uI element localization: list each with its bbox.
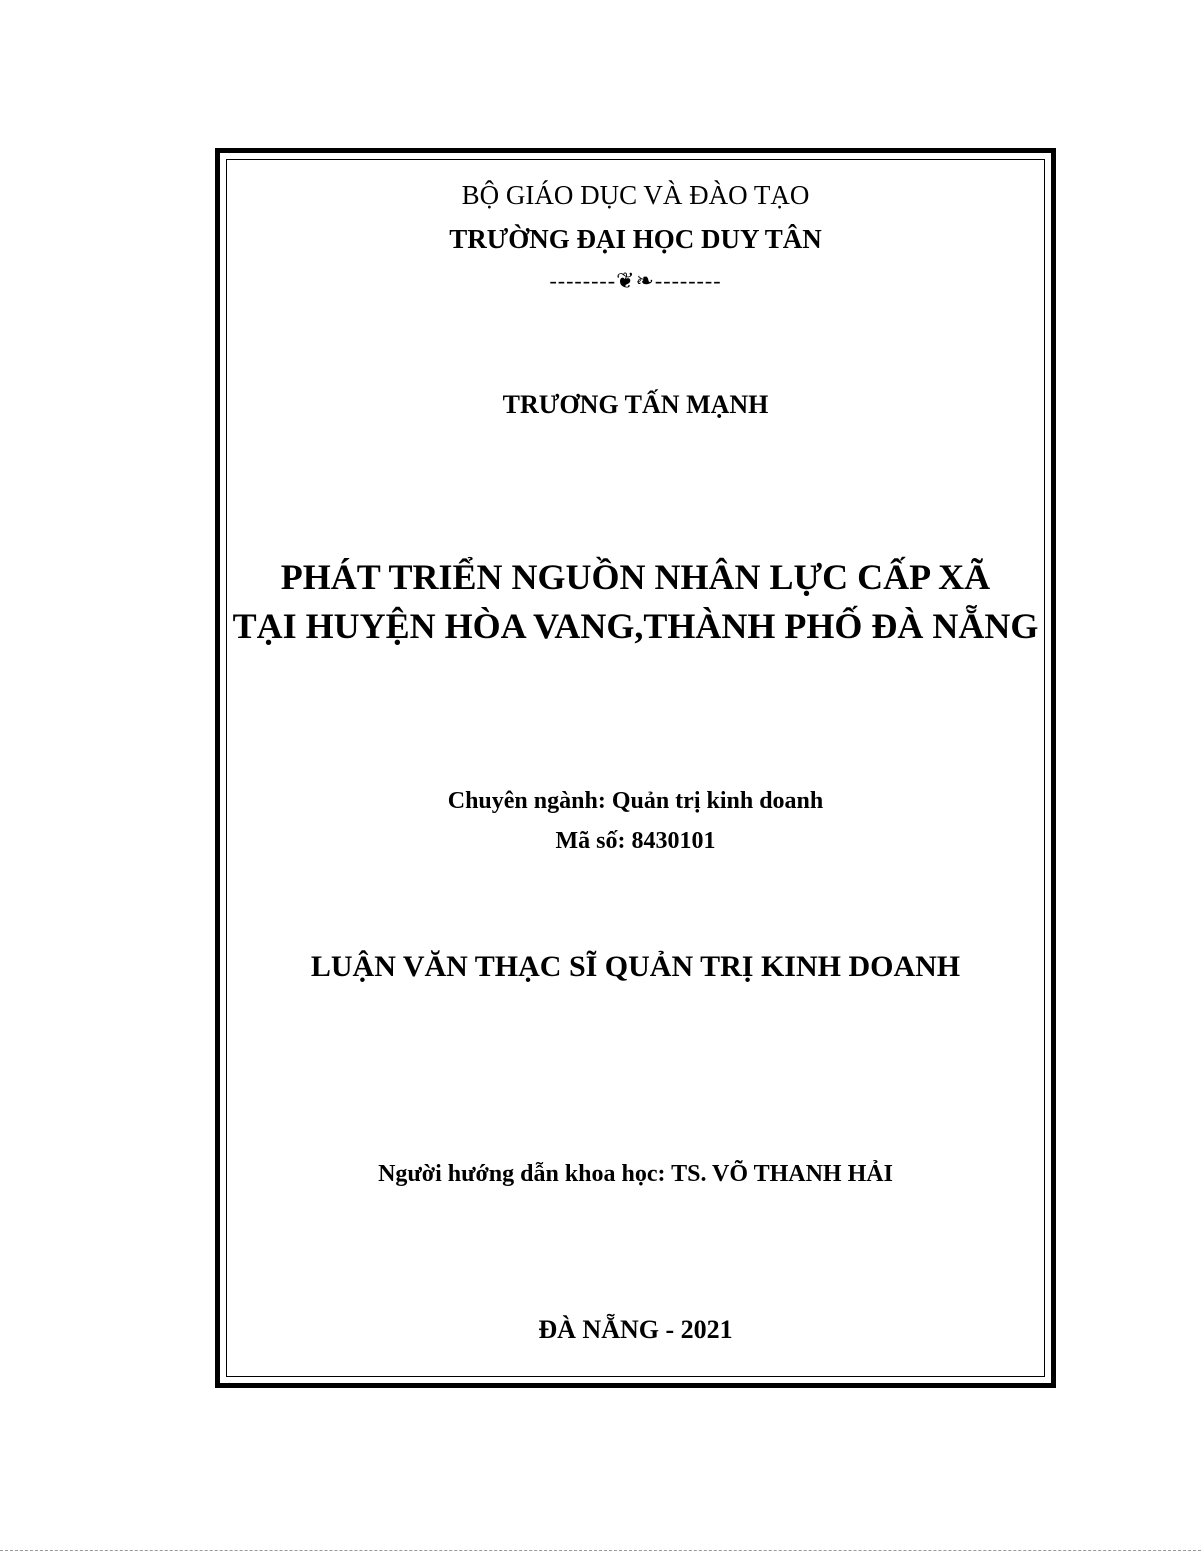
major-label: Chuyên ngành: Quản trị kinh doanh [447,788,824,814]
program-code: Mã số: 8430101 [555,828,716,854]
page-edge-rule [0,1550,1201,1552]
ministry-name: BỘ GIÁO DỤC VÀ ĐÀO TẠO [461,180,810,210]
ornament-divider: --------❦❧-------- [549,268,722,293]
place-and-year: ĐÀ NẴNG - 2021 [538,1315,733,1344]
thesis-title-line-2: TẠI HUYỆN HÒA VANG,THÀNH PHỐ ĐÀ NẴNG [232,606,1039,646]
page-border [215,148,1056,1388]
advisor-line: Người hướng dẫn khoa học: TS. VÕ THANH HẢI [378,1161,893,1187]
thesis-title-line-1: PHÁT TRIỂN NGUỒN NHÂN LỰC CẤP XÃ [280,557,991,597]
degree-type: LUẬN VĂN THẠC SĨ QUẢN TRỊ KINH DOANH [310,950,961,983]
author-name: TRƯƠNG TẤN MẠNH [502,390,769,419]
university-name: TRƯỜNG ĐẠI HỌC DUY TÂN [449,224,822,254]
page-border-inner [226,159,1045,1377]
